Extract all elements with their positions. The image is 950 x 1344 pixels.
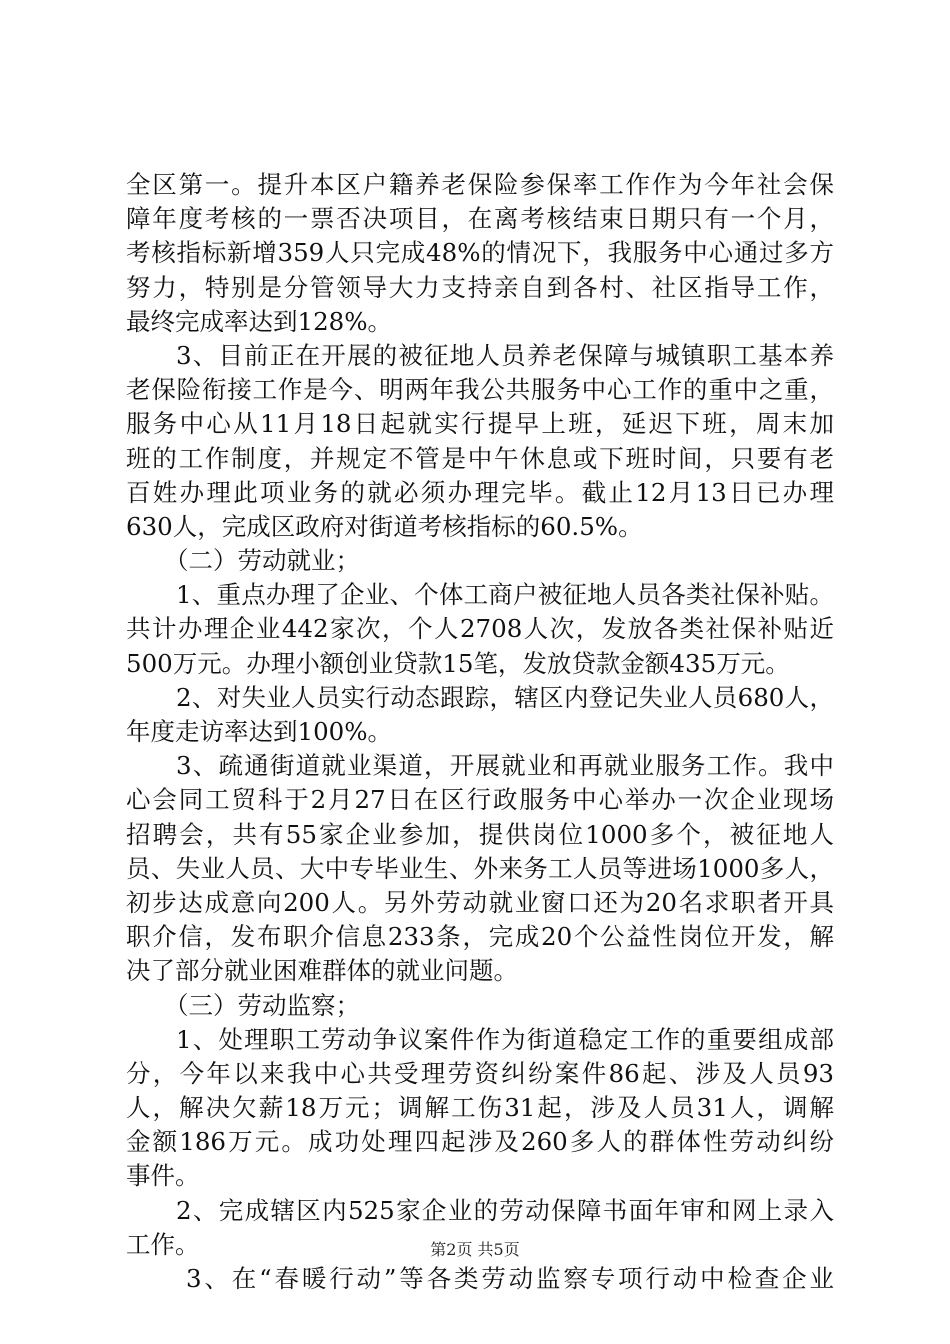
text-line: 3、疏通街道就业渠道，开展就业和再就业服务工作。我中 <box>176 751 834 781</box>
text-line: 努力，特别是分管领导大力支持亲自到各村、社区指导工作， <box>126 272 834 302</box>
text-line: 决了部分就业困难群体的就业问题。 <box>126 956 518 986</box>
text-line: 金额186万元。成功处理四起涉及260多人的群体性劳动纠纷 <box>126 1127 834 1157</box>
text-line: 1、重点办理了企业、个体工商户被征地人员各类社保补贴。 <box>176 580 834 610</box>
text-line: （二）劳动就业； <box>164 546 360 576</box>
text-line: 全区第一。提升本区户籍养老保险参保率工作作为今年社会保 <box>126 170 834 199</box>
text-line: 服务中心从11月18日起就实行提早上班，延迟下班，周末加 <box>126 409 834 439</box>
text-line: 初步达成意向200人。另外劳动就业窗口还为20名求职者开具 <box>126 887 834 917</box>
text-line: 心会同工贸科于2月27日在区行政服务中心举办一次企业现场 <box>126 785 834 815</box>
text-line: 职介信，发布职介信息233条，完成20个公益性岗位开发，解 <box>126 922 834 952</box>
text-line: （三）劳动监察； <box>164 990 360 1020</box>
document-body <box>126 168 834 1296</box>
text-line: 最终完成率达到128%。 <box>126 306 393 336</box>
text-line: 工作。 <box>126 1229 200 1259</box>
text-line: 年度走访率达到100%。 <box>126 717 393 746</box>
text-line: 招聘会，共有55家企业参加，提供岗位1000多个，被征地人 <box>126 819 834 849</box>
text-line: 630人，完成区政府对街道考核指标的60.5%。 <box>126 511 643 541</box>
text-line: 障年度考核的一票否决项目，在离考核结束日期只有一个月， <box>126 204 834 234</box>
text-line: 班的工作制度，并规定不管是中午休息或下班时间，只要有老 <box>126 443 834 473</box>
text-line: 500万元。办理小额创业贷款15笔，发放贷款金额435万元。 <box>126 648 790 678</box>
page-number-footer: 第2页 共5页 <box>430 1240 520 1259</box>
text-line: 2、完成辖区内525家企业的劳动保障书面年审和网上录入 <box>176 1195 834 1225</box>
text-line: 1、处理职工劳动争议案件作为街道稳定工作的重要组成部 <box>176 1024 834 1054</box>
text-line: 考核指标新增359人只完成48%的情况下，我服务中心通过多方 <box>126 238 834 268</box>
text-line: 2、对失业人员实行动态跟踪，辖区内登记失业人员680人， <box>176 682 834 712</box>
text-line: 百姓办理此项业务的就必须办理完毕。截止12月13日已办理 <box>126 477 834 507</box>
text-line: 老保险衔接工作是今、明两年我公共服务中心工作的重中之重， <box>126 375 834 405</box>
text-line: 共计办理企业442家次，个人2708人次，发放各类社保补贴近 <box>126 614 834 644</box>
text-line: 分，今年以来我中心共受理劳资纠纷案件86起、涉及人员93 <box>126 1058 834 1088</box>
text-line: 3、在“春暖行动”等各类劳动监察专项行动中检查企业 <box>186 1264 834 1293</box>
text-line: 人，解决欠薪18万元；调解工伤31起，涉及人员31人，调解 <box>126 1093 834 1123</box>
text-line: 3、目前正在开展的被征地人员养老保障与城镇职工基本养 <box>176 340 834 370</box>
text-line: 员、失业人员、大中专毕业生、外来务工人员等进场1000多人， <box>126 853 834 883</box>
text-line: 事件。 <box>126 1161 200 1191</box>
